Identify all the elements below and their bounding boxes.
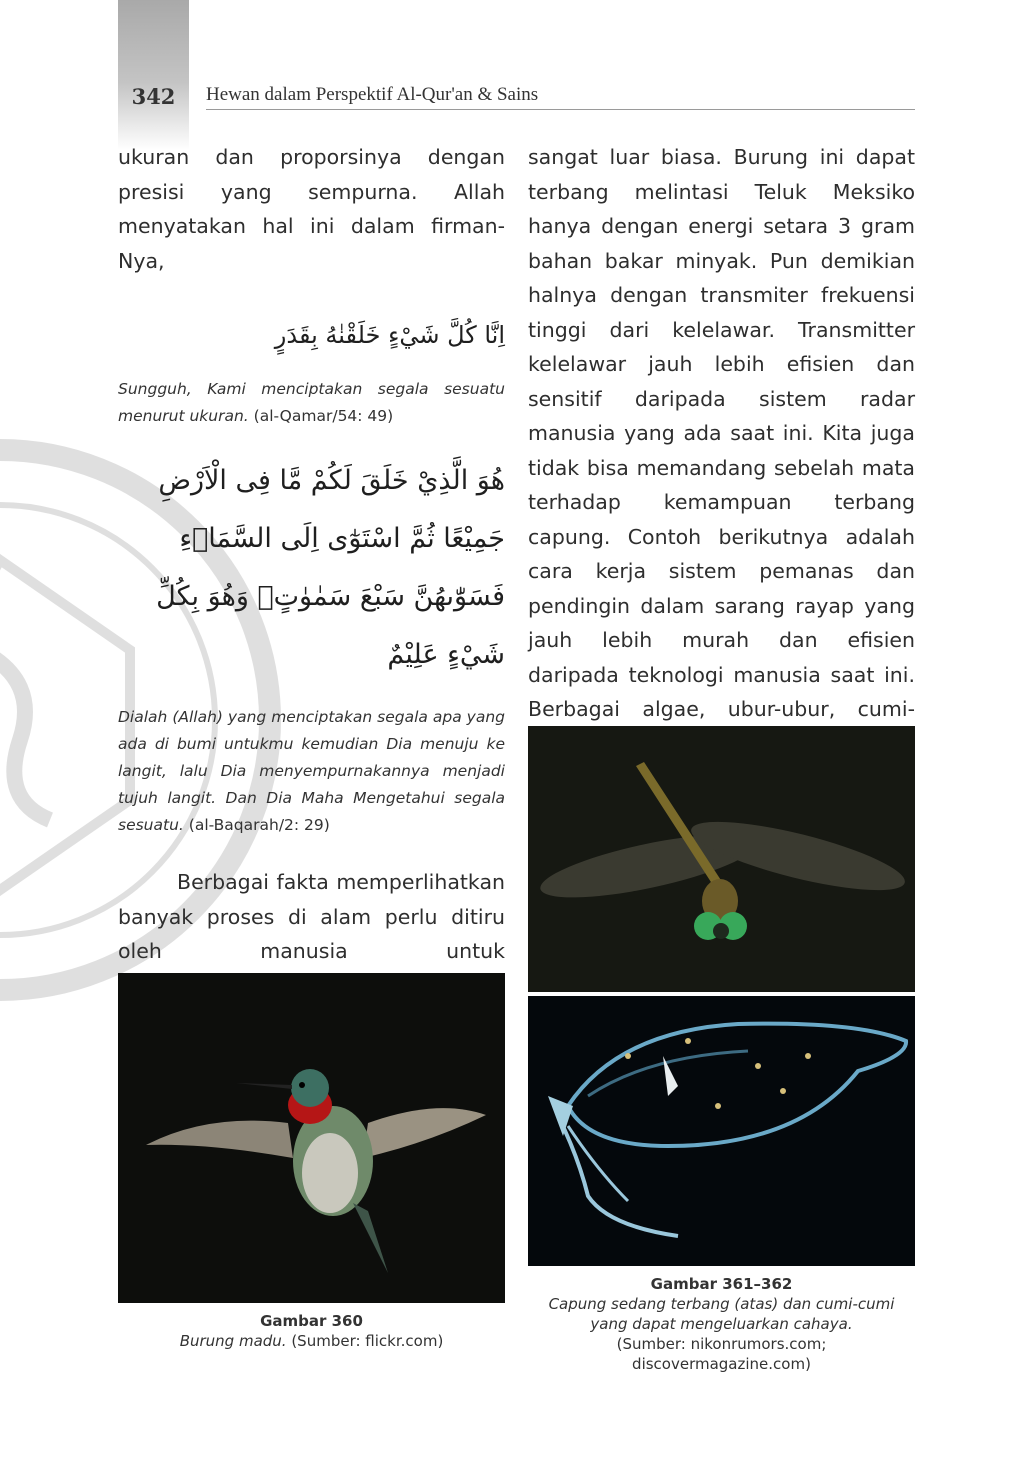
- translation-al-baqarah: [118, 704, 505, 839]
- translation-al-baqarah-ref: (al-Baqarah/2: 29): [183, 816, 330, 834]
- header-rule: [206, 109, 915, 110]
- figure-361-362-caption: [528, 1274, 915, 1374]
- figure-360-source: (Sumber: flickr.com): [286, 1332, 444, 1350]
- translation-al-qamar-ref: (al-Qamar/54: 49): [248, 407, 394, 425]
- hummingbird-photo: [118, 973, 505, 1303]
- left-column: [118, 140, 505, 1072]
- right-column: [528, 140, 915, 761]
- page-tab: [118, 0, 189, 150]
- figure-361-362-caption-line-1: Capung sedang terbang (atas) dan cumi-cumi: [548, 1295, 895, 1313]
- running-title: Hewan dalam Perspektif Al-Qur'an & Sains: [206, 84, 539, 105]
- paragraph-3: sangat luar biasa. Burung ini dapat terbang melintasi Teluk Meksiko hanya dengan energi setara 3 gram bahan bakar minyak. Pun demikian halnya dengan transmiter frekuensi tinggi dari kelelawar. Transmitter kelelawar jauh lebih efisien dan sensitif daripada sistem radar manusia yang ada saat ini. Kita juga tidak bisa memandang sebelah mata terhadap kemampuan terbang capung. Contoh berikutnya adalah cara kerja sistem pemanas dan pendingin dalam sarang rayap yang jauh lebih murah dan efisien daripada teknologi manusia saat ini. Berbagai algae, ubur-ubur, cumi-: [528, 145, 915, 721]
- arabic-verse-al-baqarah: هُوَ الَّذِيْ خَلَقَ لَكُمْ مَّا فِى الْاَرْضِ جَمِيْعًا ثُمَّ اسْتَوٰٓى اِلَى السَّمَاۤءِ فَسَوّٰىهُنَّ سَبْعَ سَمٰوٰتٍۗ وَهُوَ بِكُلِّ شَيْءٍ عَلِيْمٌ: [156, 465, 505, 670]
- translation-al-baqarah-text: Dialah (Allah) yang menciptakan segala apa yang ada di bumi untukmu kemudian Dia menuju ke langit, lalu Dia menyempurnakannya menjadi tujuh langit. Dan Dia Maha Mengetahui segala sesuatu.: [118, 708, 505, 834]
- squid-photo: [528, 996, 915, 1266]
- figure-361-362-caption-line-2: yang dapat mengeluarkan cahaya.: [590, 1315, 853, 1333]
- figure-360-caption: [118, 1311, 505, 1351]
- figure-360-title: Gambar 360: [260, 1312, 363, 1330]
- page-number: 342: [131, 84, 176, 109]
- paragraph-2: Berbagai fakta memperlihatkan banyak proses di alam perlu ditiru oleh manusia untuk: [118, 870, 505, 963]
- arabic-verse-al-qamar: اِنَّا كُلَّ شَيْءٍ خَلَقْنٰهُ بِقَدَرٍ: [274, 321, 505, 349]
- translation-al-qamar: [118, 376, 505, 430]
- figure-360-caption-text: Burung madu.: [179, 1332, 287, 1350]
- dragonfly-photo: [528, 726, 915, 992]
- figure-361-362-title: Gambar 361–362: [650, 1275, 793, 1293]
- figure-361-362-source: (Sumber: nikonrumors.com; discovermagazine.com): [616, 1335, 827, 1373]
- paragraph-1: ukuran dan proporsinya dengan presisi yang sempurna. Allah menyatakan hal ini dalam firman-Nya,: [118, 145, 505, 273]
- translation-al-qamar-text: Sungguh, Kami menciptakan segala sesuatu menurut ukuran.: [118, 380, 505, 425]
